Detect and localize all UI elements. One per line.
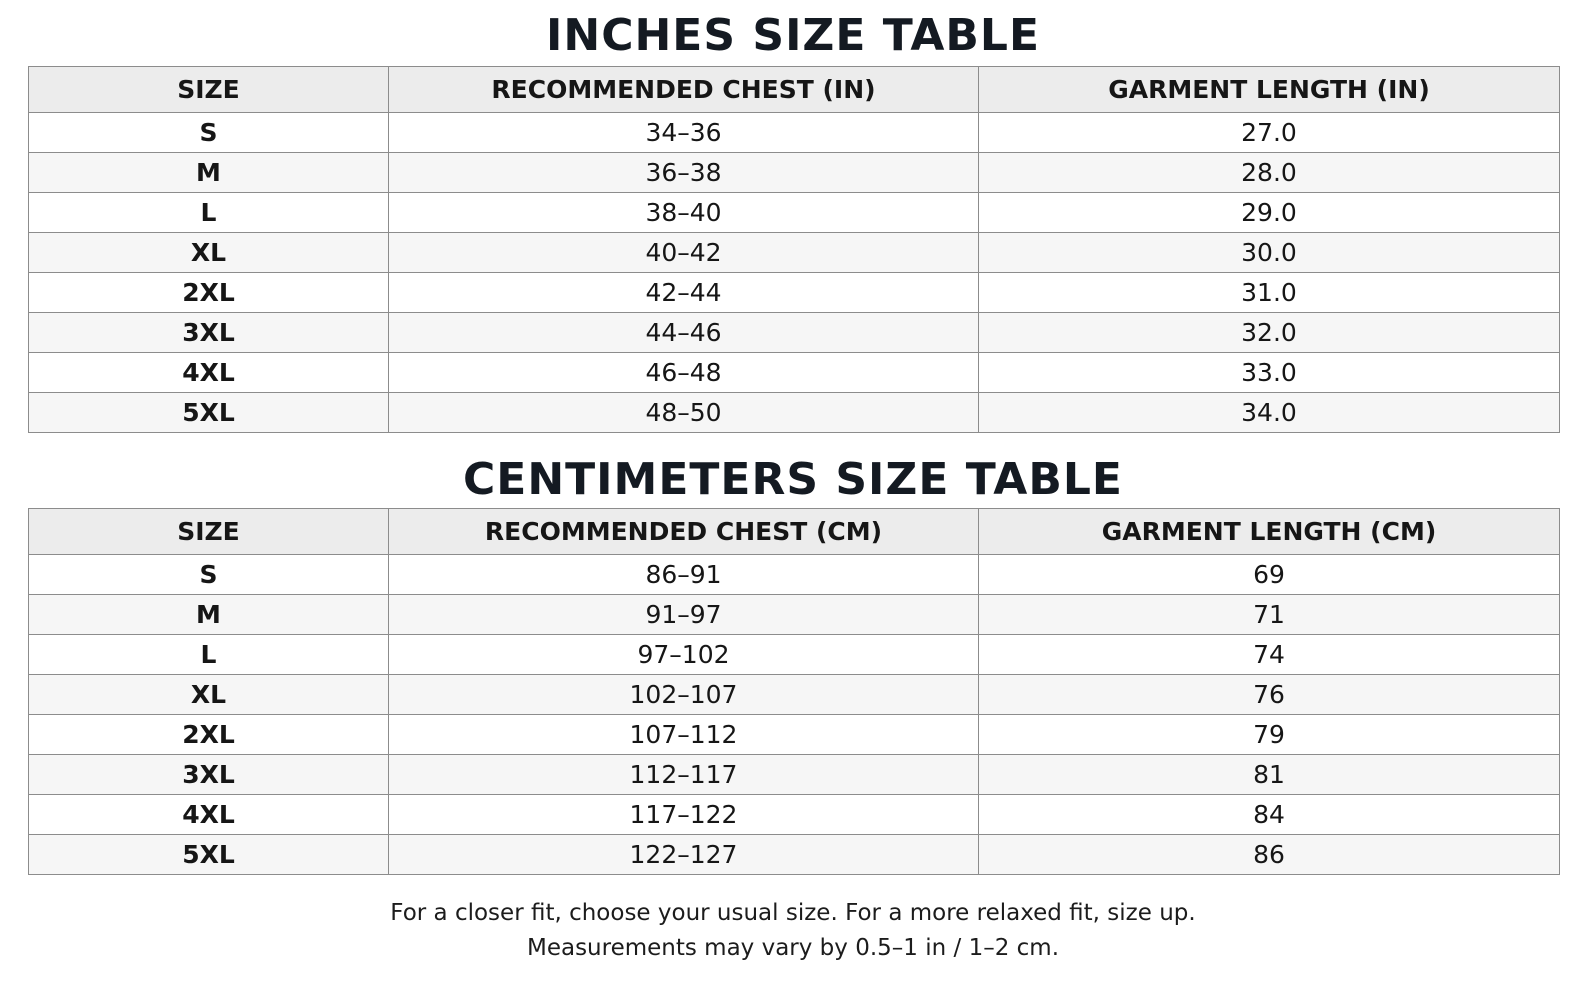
chest-cell: 112–117 bbox=[389, 755, 979, 795]
table-row bbox=[29, 193, 1560, 233]
chest-cell: 44–46 bbox=[389, 313, 979, 353]
length-cell: 34.0 bbox=[979, 393, 1560, 433]
chest-cell: 97–102 bbox=[389, 635, 979, 675]
measurement-variance-note: Measurements may vary by 0.5–1 in / 1–2 cm. bbox=[526, 935, 1060, 961]
length-cell: 33.0 bbox=[979, 353, 1560, 393]
table-row bbox=[29, 313, 1560, 353]
size-cell: L bbox=[29, 193, 389, 233]
chest-cell: 46–48 bbox=[389, 353, 979, 393]
table-row bbox=[29, 153, 1560, 193]
size-cell: XL bbox=[29, 675, 389, 715]
table-row bbox=[29, 555, 1560, 595]
length-cell: 81 bbox=[979, 755, 1560, 795]
chest-cell: 38–40 bbox=[389, 193, 979, 233]
chest-cell: 91–97 bbox=[389, 595, 979, 635]
length-cell: 76 bbox=[979, 675, 1560, 715]
inches-table-title: INCHES SIZE TABLE bbox=[546, 10, 1040, 61]
table-row bbox=[29, 273, 1560, 313]
length-cell: 71 bbox=[979, 595, 1560, 635]
table-row bbox=[29, 595, 1560, 635]
size-cell: M bbox=[29, 595, 389, 635]
length-cell: 79 bbox=[979, 715, 1560, 755]
size-cell: 4XL bbox=[29, 795, 389, 835]
header-size: SIZE bbox=[29, 67, 389, 113]
size-cell: 3XL bbox=[29, 755, 389, 795]
chest-cell: 122–127 bbox=[389, 835, 979, 875]
length-cell: 74 bbox=[979, 635, 1560, 675]
inches-table-body bbox=[29, 113, 1560, 433]
size-cell: 5XL bbox=[29, 393, 389, 433]
length-cell: 29.0 bbox=[979, 193, 1560, 233]
size-cell: M bbox=[29, 153, 389, 193]
header-size: SIZE bbox=[29, 509, 389, 555]
length-cell: 31.0 bbox=[979, 273, 1560, 313]
chest-cell: 40–42 bbox=[389, 233, 979, 273]
table-row bbox=[29, 113, 1560, 153]
size-cell: 5XL bbox=[29, 835, 389, 875]
centimeters-table-body bbox=[29, 555, 1560, 875]
table-row bbox=[29, 715, 1560, 755]
size-cell: S bbox=[29, 555, 389, 595]
length-cell: 30.0 bbox=[979, 233, 1560, 273]
chest-cell: 107–112 bbox=[389, 715, 979, 755]
size-cell: 2XL bbox=[29, 273, 389, 313]
chest-cell: 36–38 bbox=[389, 153, 979, 193]
table-row bbox=[29, 795, 1560, 835]
table-row bbox=[29, 393, 1560, 433]
centimeters-table-title: CENTIMETERS SIZE TABLE bbox=[463, 454, 1123, 505]
size-cell: L bbox=[29, 635, 389, 675]
size-cell: 3XL bbox=[29, 313, 389, 353]
size-cell: XL bbox=[29, 233, 389, 273]
chest-cell: 42–44 bbox=[389, 273, 979, 313]
length-cell: 84 bbox=[979, 795, 1560, 835]
header-recommended-chest: RECOMMENDED CHEST (CM) bbox=[389, 509, 979, 555]
inches-size-table bbox=[28, 66, 1560, 433]
length-cell: 27.0 bbox=[979, 113, 1560, 153]
centimeters-size-table bbox=[28, 508, 1560, 875]
chest-cell: 117–122 bbox=[389, 795, 979, 835]
header-garment-length: GARMENT LENGTH (CM) bbox=[979, 509, 1560, 555]
size-cell: 4XL bbox=[29, 353, 389, 393]
table-row bbox=[29, 755, 1560, 795]
chest-cell: 86–91 bbox=[389, 555, 979, 595]
length-cell: 28.0 bbox=[979, 153, 1560, 193]
table-row bbox=[29, 635, 1560, 675]
size-cell: 2XL bbox=[29, 715, 389, 755]
fit-note: For a closer fit, choose your usual size. For a more relaxed fit, size up. bbox=[390, 900, 1196, 926]
length-cell: 86 bbox=[979, 835, 1560, 875]
chest-cell: 102–107 bbox=[389, 675, 979, 715]
table-row bbox=[29, 675, 1560, 715]
table-row bbox=[29, 233, 1560, 273]
chest-cell: 48–50 bbox=[389, 393, 979, 433]
length-cell: 32.0 bbox=[979, 313, 1560, 353]
table-row bbox=[29, 835, 1560, 875]
size-cell: S bbox=[29, 113, 389, 153]
table-header-row bbox=[29, 67, 1560, 113]
table-header-row bbox=[29, 509, 1560, 555]
table-row bbox=[29, 353, 1560, 393]
header-garment-length: GARMENT LENGTH (IN) bbox=[979, 67, 1560, 113]
chest-cell: 34–36 bbox=[389, 113, 979, 153]
header-recommended-chest: RECOMMENDED CHEST (IN) bbox=[389, 67, 979, 113]
length-cell: 69 bbox=[979, 555, 1560, 595]
